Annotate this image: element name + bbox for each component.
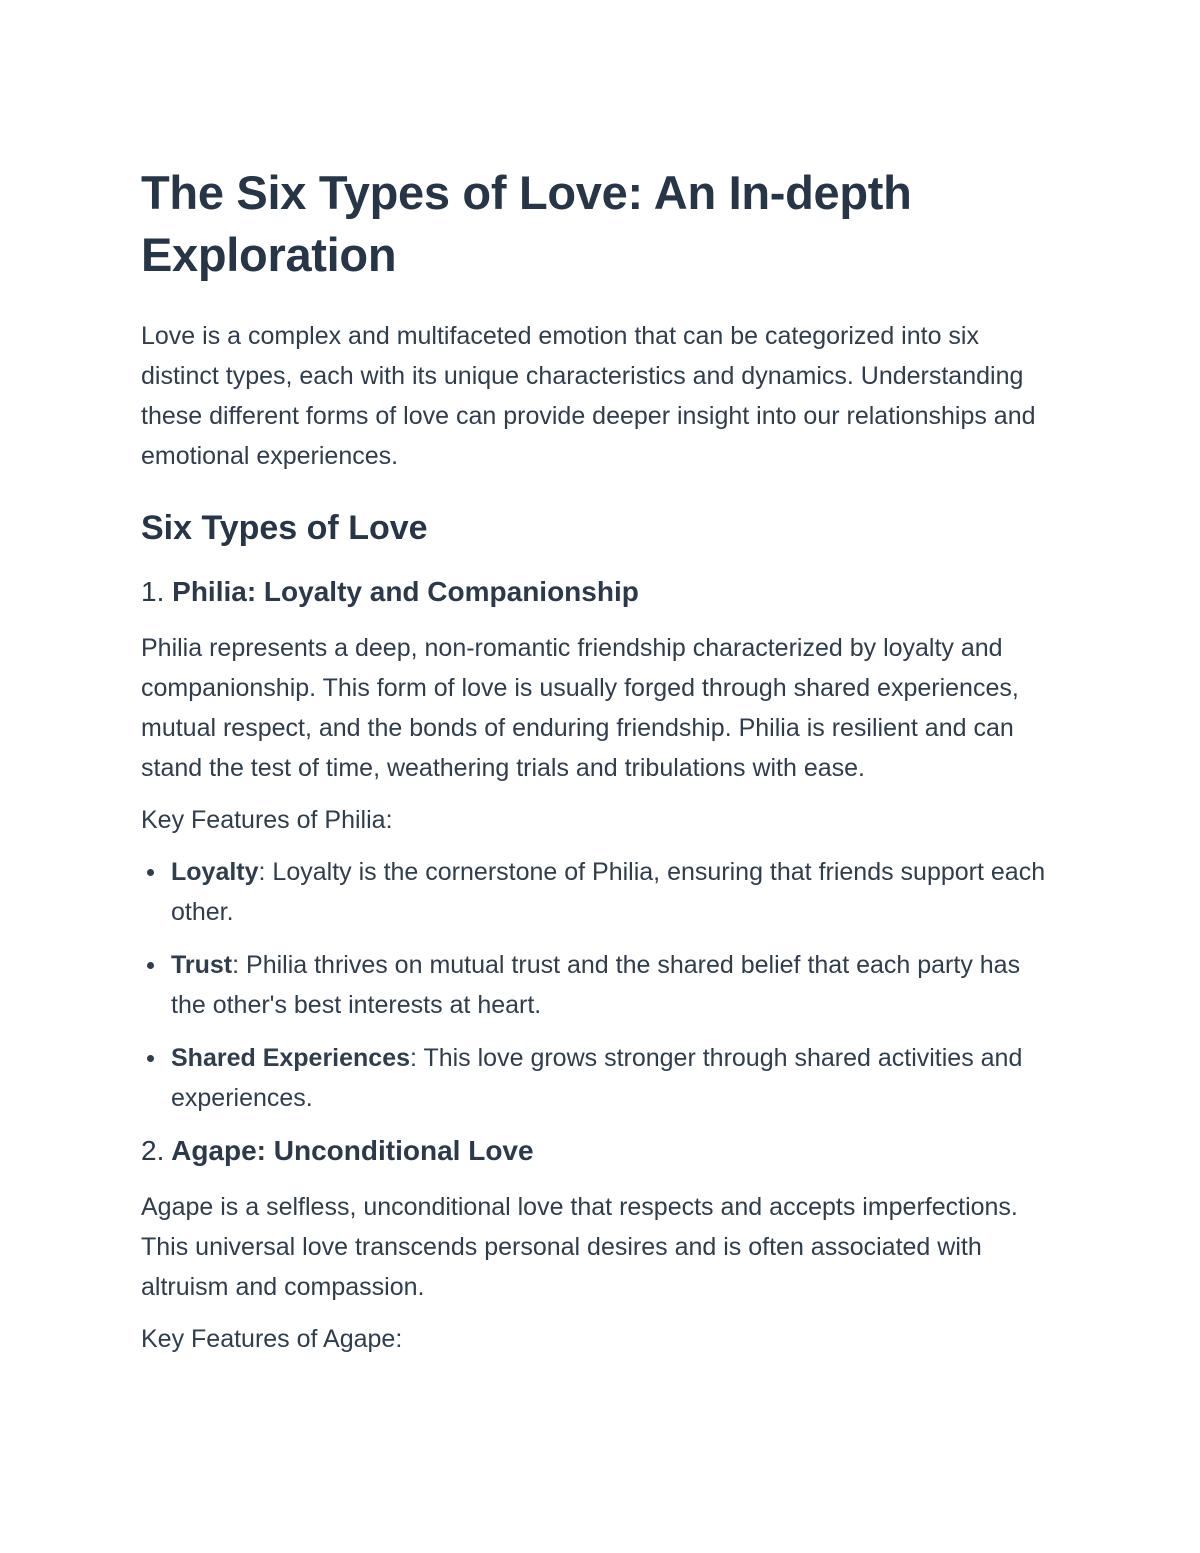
type-heading-philia [141,572,1060,612]
type-number: 1. [141,576,165,607]
bullet-icon [147,869,154,876]
philia-features-list [141,852,1060,1118]
section-heading: Six Types of Love [141,509,428,547]
feature-term: Loyalty [171,858,259,886]
feature-text: : This love grows stronger through shared activities and experiences. [171,1044,1023,1112]
agape-description: Agape is a selfless, unconditional love that respects and accepts imperfections. This universal love transcends personal desires and is often associated with altruism and compassion. [141,1193,1018,1301]
feature-term: Trust [171,951,233,979]
list-item [171,945,1060,1025]
type-heading-text: Philia: Loyalty and Companionship [172,576,639,607]
philia-description: Philia represents a deep, non-romantic friendship characterized by loyalty and companionship. This form of love is usually forged through shared experiences, mutual respect, and the bonds of enduring friendship. Philia is resilient and can stand the test of time, weathering trials and tribulations with ease. [141,634,1019,782]
intro-paragraph: Love is a complex and multifaceted emotion that can be categorized into six distinct types, each with its unique characteristics and dynamics. Understanding these different forms of love can provide deeper insight into our relationships and emotional experiences. [141,322,1036,470]
type-number: 2. [141,1135,165,1166]
bullet-icon [147,962,154,969]
feature-term: Shared Experiences [171,1044,411,1072]
list-item [171,1038,1060,1118]
type-heading-text: Agape: Unconditional Love [171,1135,534,1166]
feature-text: : Loyalty is the cornerstone of Philia, ensuring that friends support each other. [171,858,1046,926]
list-item [171,852,1060,932]
agape-key-features-label: Key Features of Agape: [141,1325,403,1353]
type-heading-agape [141,1131,1060,1171]
feature-text: : Philia thrives on mutual trust and the shared belief that each party has the other's best interests at heart. [171,951,1021,1019]
document-title: The Six Types of Love: An In-depth Exploration [141,166,912,281]
bullet-icon [147,1055,154,1062]
philia-key-features-label: Key Features of Philia: [141,806,393,834]
